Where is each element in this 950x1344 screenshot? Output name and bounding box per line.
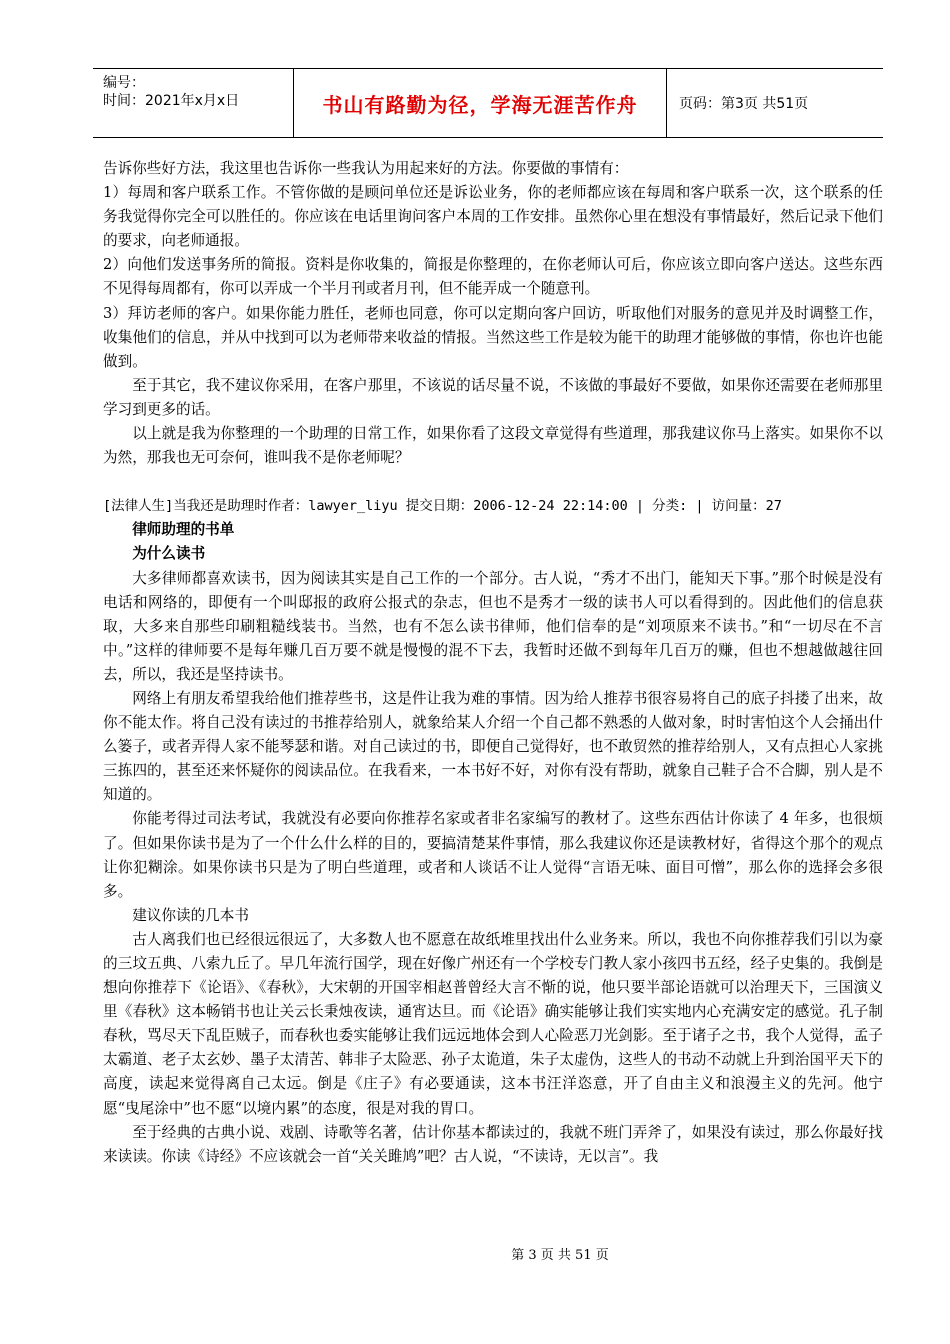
footer-page-number: 第 3 页 共 51 页	[511, 1248, 609, 1263]
section-subheading: 为什么读书	[132, 545, 206, 563]
document-time-label: 时间：2021年x月x日	[103, 93, 240, 109]
paragraph: 至于经典的古典小说、戏剧、诗歌等名著，估计你基本都读过的，我就不班门弄斧了，如果没有读过，那么你最好找来读读。你读《诗经》不应该就会一首“关关雎鸠”吧？古人说，“不读诗，无以言”。我	[103, 1123, 883, 1165]
page-footer	[0, 1244, 950, 1263]
document-number-label: 编号：	[103, 75, 145, 91]
spacer	[103, 470, 883, 494]
paragraph: 你能考得过司法考试，我就没有必要向你推荐名家或者非名家编写的教材了。这些东西估计你读了 4 年多，也很烦了。但如果你读书是为了一个什么什么样的目的，要搞清楚某件事情，那么我建议你还是读教材好，省得这个那个的观点让你犯糊涂。如果你读书只是为了明白些道理，或者和人谈话不让人觉得“言语无味、面目可憎”，那么你的选择会多很多。	[103, 810, 883, 900]
header-page-info: 页码：第3页 共51页	[679, 96, 809, 112]
header-motto-cell	[294, 69, 667, 137]
list-item-3: 3）拜访老师的客户。如果你能力胜任，老师也同意，你可以定期向客户回访，听取他们对服务的意见并及时调整工作，收集他们的信息，并从中找到可以为老师带来收益的情报。当然这些工作是较为能干的助理才能够做的事情，你也许也能做到。	[103, 304, 883, 370]
header-page-cell	[667, 69, 883, 137]
header-meta-cell	[93, 69, 294, 137]
paragraph: 告诉你些好方法，我这里也告诉你一些我认为用起来好的方法。你要做的事情有：	[103, 160, 629, 177]
list-item-2: 2）向他们发送事务所的简报。资料是你收集的，简报是你整理的，在你老师认可后，你应该立即向客户送达。这些东西不见得每周都有，你可以弄成一个半月刊或者月刊，但不能弄成一个随意刊。	[103, 256, 883, 298]
paragraph: 大多律师都喜欢读书，因为阅读其实是自己工作的一个部分。古人说，“秀才不出门，能知天下事。”那个时候是没有电话和网络的，即便有一个叫邸报的政府公报式的杂志，但也不是秀才一级的读书人可以看得到的。因此他们的信息获取，大多来自那些印刷粗糙线装书。当然，也有不怎么读书律师，他们信奉的是“刘项原来不读书。”和“一切尽在不言中。”这样的律师要不是每年赚几百万要不就是慢慢的混不下去，我暂时还做不到每年几百万的赚，但也不想越做越往回去，所以，我还是坚持读书。	[103, 569, 883, 683]
page-header	[93, 68, 883, 138]
paragraph: 古人离我们也已经很远很远了，大多数人也不愿意在故纸堆里找出什么业务来。所以，我也不向你推荐我们引以为豪的三坟五典、八索九丘了。早几年流行国学，现在好像广州还有一个学校专门教人家小孩四书五经，经子史集的。我倒是想向你推荐下《论语》、《春秋》，大宋朝的开国宰相赵普曾经大言不惭的说，他只要半部论语就可以治理天下，三国演义里《春秋》这本畅销书也让关云长秉烛夜读，通宵达旦。而《论语》确实能够让我们实实地内心充满安定的感觉。孔子制春秋，骂尽天下乱臣贼子，而春秋也委实能够让我们远远地体会到人心险恶刀光剑影。至于诸子之书，我个人觉得，孟子太霸道、老子太玄妙、墨子太清苦、韩非子太险恶、孙子太诡道，朱子太虚伪，这些人的书动不动就上升到治国平天下的高度，读起来觉得离自己太远。倒是《庄子》有必要通读，这本书汪洋恣意，开了自由主义和浪漫主义的先河。他宁愿“曳尾涂中”也不愿“以境内累”的态度，很是对我的胃口。	[103, 930, 883, 1117]
paragraph: 以上就是我为你整理的一个助理的日常工作，如果你看了这段文章觉得有些道理，那我建议你马上落实。如果你不以为然，那我也无可奈何，谁叫我不是你老师呢？	[103, 425, 883, 467]
paragraph: 至于其它，我不建议你采用，在客户那里，不该说的话尽量不说，不该做的事最好不要做，如果你还需要在老师那里学习到更多的话。	[103, 376, 883, 418]
paragraph: 网络上有朋友希望我给他们推荐些书，这是件让我为难的事情。因为给人推荐书很容易将自己的底子抖搂了出来，故你不能太作。将自己没有读过的书推荐给别人，就象给某人介绍一个自己都不熟悉的人做对象，时时害怕这个人会捅出什么篓子，或者弄得人家不能琴瑟和谐。对自己读过的书，即便自己觉得好，也不敢贸然的推荐给别人，又有点担心人家挑三拣四的，甚至还来怀疑你的阅读品位。在我看来，一本书好不好，对你有没有帮助，就象自己鞋子合不合脚，别人是不知道的。	[103, 689, 883, 804]
subsection-label: 建议你读的几本书	[132, 906, 249, 924]
header-motto: 书山有路勤为径，学海无涯苦作舟	[322, 92, 638, 117]
list-item-1: 1）每周和客户联系工作。不管你做的是顾问单位还是诉讼业务，你的老师都应该在每周和客户联系一次，这个联系的任务我觉得你完全可以胜任的。你应该在电话里询问客户本周的工作安排。虽然你心里在想没有事情最好，然后记录下他们的要求，向老师通报。	[103, 184, 883, 250]
article-meta-line: [法律人生]当我还是助理时作者：lawyer_liyu 提交日期：2006-12-24 22:14:00 | 分类: | 访问量：27	[103, 498, 782, 515]
section-heading: 律师助理的书单	[132, 521, 235, 539]
document-body	[103, 157, 883, 1169]
